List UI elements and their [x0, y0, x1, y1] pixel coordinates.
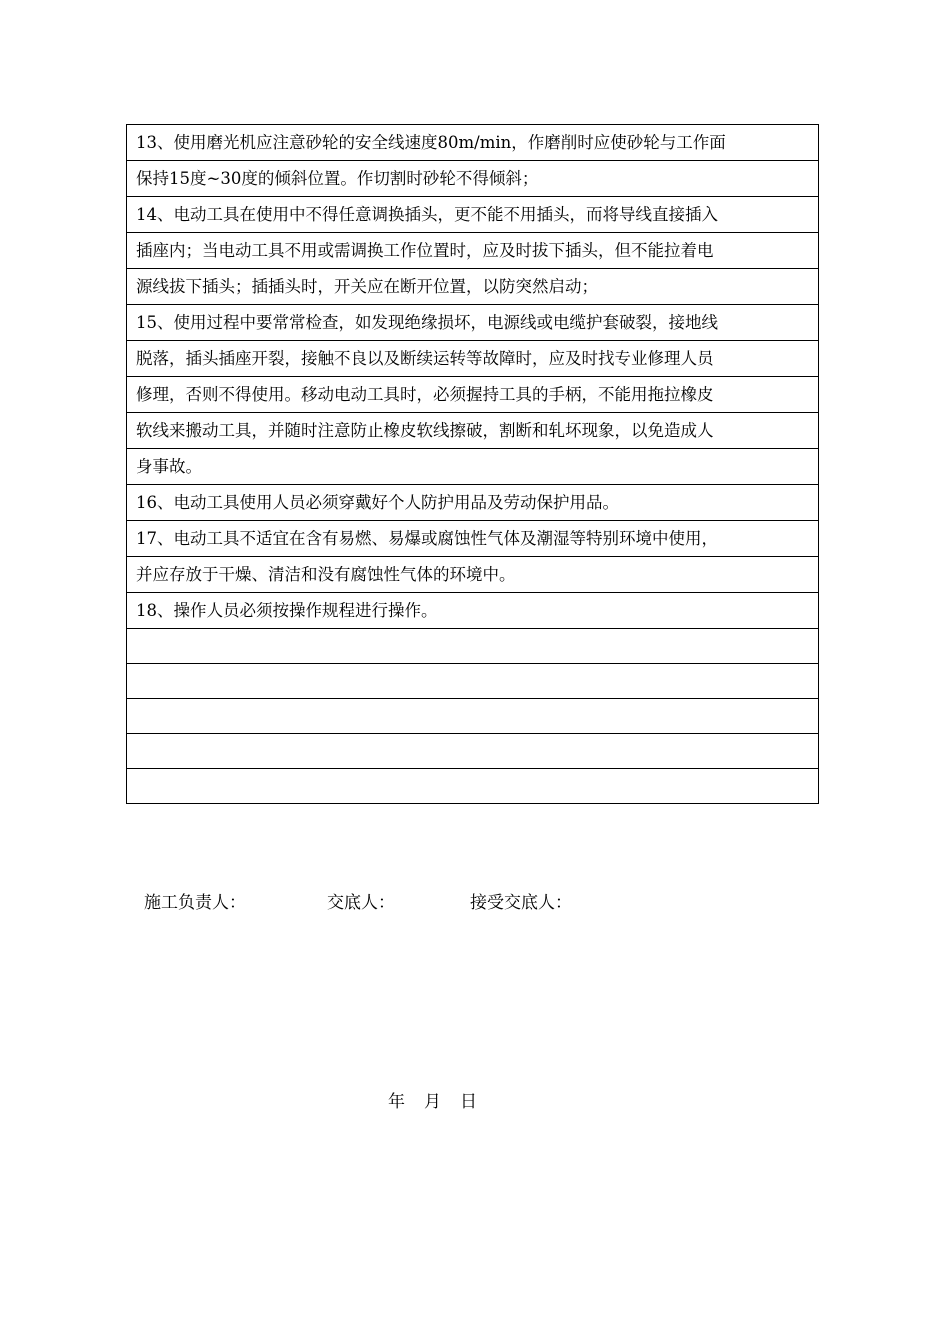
table-cell: 14、电动工具在使用中不得任意调换插头，更不能不用插头，而将导线直接插入: [127, 197, 819, 233]
table-row: [127, 305, 819, 341]
date-year-label: 年: [388, 1092, 405, 1112]
receiver-label: 接受交底人：: [470, 893, 572, 913]
table-row-empty: [127, 629, 819, 664]
table-row: [127, 341, 819, 377]
table-cell: 18、操作人员必须按操作规程进行操作。: [127, 593, 819, 629]
table-row: [127, 521, 819, 557]
table-row: [127, 485, 819, 521]
table-cell-empty: [127, 664, 819, 699]
table-cell: 保持15度~30度的倾斜位置。作切割时砂轮不得倾斜；: [127, 161, 819, 197]
safety-instructions-table: [126, 124, 819, 804]
handover-person-label: 交底人：: [327, 893, 395, 913]
table-row: [127, 197, 819, 233]
date-line: [388, 1087, 477, 1112]
table-cell: 身事故。: [127, 449, 819, 485]
table-cell-empty: [127, 629, 819, 664]
table-row-empty: [127, 769, 819, 804]
table-row-empty: [127, 734, 819, 769]
table-cell: 修理，否则不得使用。移动电动工具时，必须握持工具的手柄，不能用拖拉橡皮: [127, 377, 819, 413]
table-row: [127, 413, 819, 449]
table-cell: 16、电动工具使用人员必须穿戴好个人防护用品及劳动保护用品。: [127, 485, 819, 521]
table-row: [127, 377, 819, 413]
table-cell: 软线来搬动工具，并随时注意防止橡皮软线擦破，割断和轧坏现象，以免造成人: [127, 413, 819, 449]
table-cell-empty: [127, 734, 819, 769]
table-cell: 15、使用过程中要常常检查，如发现绝缘损坏，电源线或电缆护套破裂，接地线: [127, 305, 819, 341]
date-day-label: 日: [460, 1092, 477, 1112]
table-cell: 插座内；当电动工具不用或需调换工作位置时，应及时拔下插头，但不能拉着电: [127, 233, 819, 269]
table-row: [127, 161, 819, 197]
table-row-empty: [127, 664, 819, 699]
table-row: [127, 269, 819, 305]
construction-lead-label: 施工负责人：: [144, 893, 246, 913]
table-cell: 并应存放于干燥、清洁和没有腐蚀性气体的环境中。: [127, 557, 819, 593]
table-row-empty: [127, 699, 819, 734]
signature-line: [0, 888, 950, 914]
table-row: [127, 593, 819, 629]
table-row: [127, 557, 819, 593]
date-month-label: 月: [424, 1092, 441, 1112]
table-cell: 13、使用磨光机应注意砂轮的安全线速度80m/min，作磨削时应使砂轮与工作面: [127, 125, 819, 161]
table-cell-empty: [127, 699, 819, 734]
table-cell: 17、电动工具不适宜在含有易燃、易爆或腐蚀性气体及潮湿等特别环境中使用，: [127, 521, 819, 557]
table-cell: 脱落，插头插座开裂，接触不良以及断续运转等故障时，应及时找专业修理人员: [127, 341, 819, 377]
table-row: [127, 125, 819, 161]
table-row: [127, 233, 819, 269]
table-cell: 源线拔下插头；插插头时，开关应在断开位置，以防突然启动；: [127, 269, 819, 305]
table-cell-empty: [127, 769, 819, 804]
table-row: [127, 449, 819, 485]
